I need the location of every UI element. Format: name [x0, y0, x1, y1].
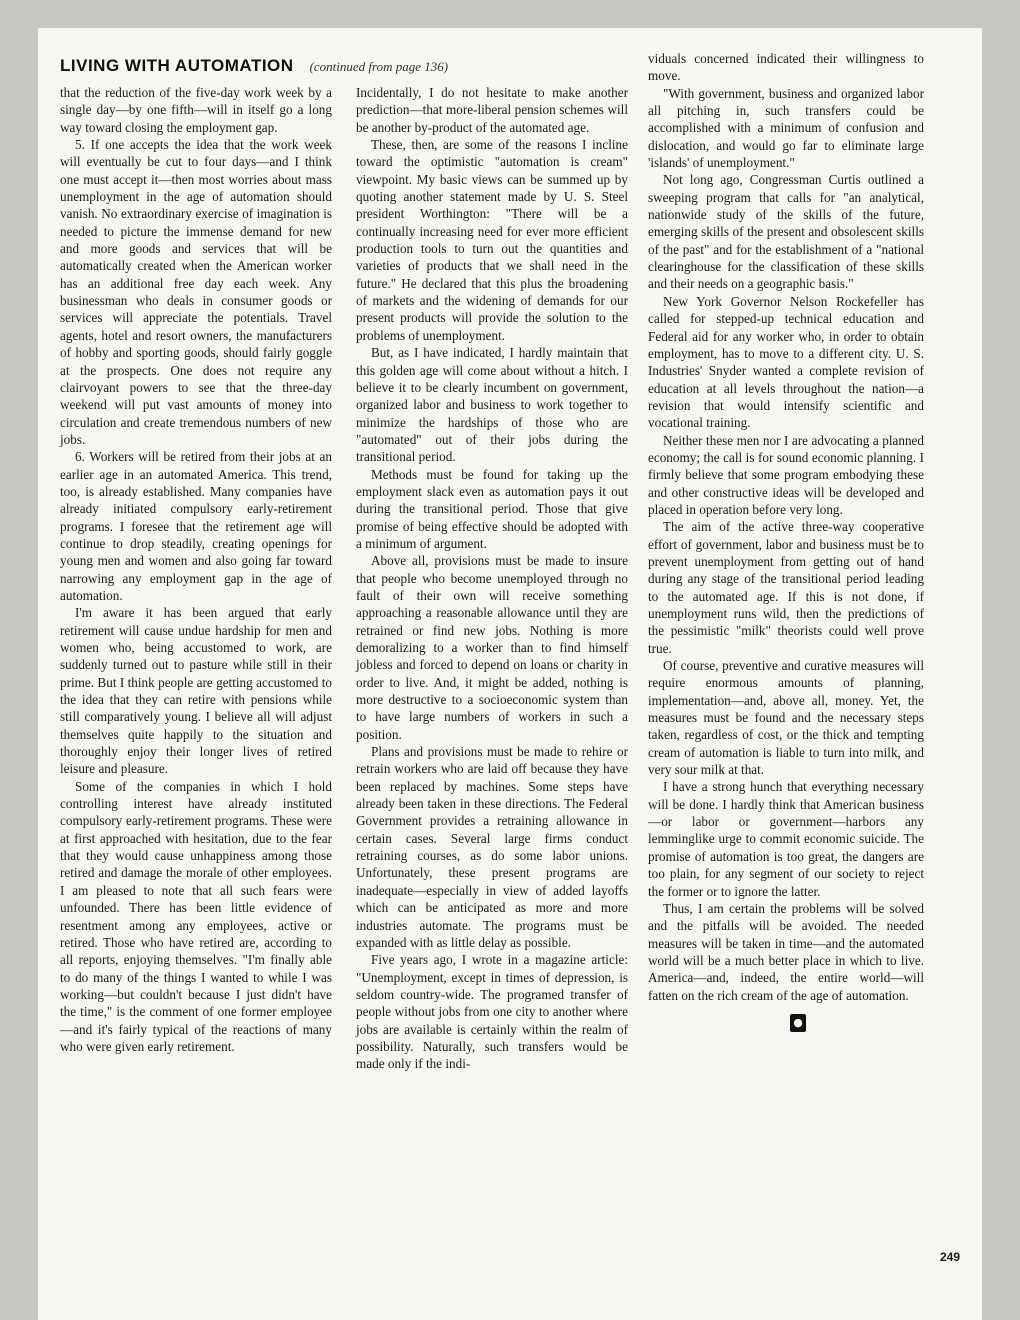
- paragraph: "With government, business and organized labor all pitching in, such transfers could be accomplished with a minimum of confusion and dislocation, and would go far to eliminate large 'islands' of unemployment.": [648, 85, 924, 171]
- paragraph: Thus, I am certain the problems will be solved and the pitfalls will be avoided. The needed measures will be taken in time—and the automated world will be a much better place in which to live. America—and, indeed, the entire world—will fatten on the rich cream of the age of automation.: [648, 900, 924, 1003]
- paragraph: Neither these men nor I are advocating a planned economy; the call is for sound economic planning. I firmly believe that some program embodying these and other constructive ideas will be developed and placed in operation before very long.: [648, 432, 924, 517]
- paragraph: I have a strong hunch that everything necessary will be done. I hardly think that American business—or labor or government—harbors any lemminglike urge to commit economic suicide. The promise of automation is too great, the dangers are too plain, for any segment of our society to reject the former or to ignore the latter.: [648, 779, 924, 899]
- rabbit-head-icon: ●: [790, 1014, 806, 1032]
- paragraph: that the reduction of the five-day work week by a single day—by one fifth—will in itself go a long way toward closing the employment gap.: [60, 85, 332, 135]
- paragraph: These, then, are some of the reasons I incline toward the optimistic "automation is cream" viewpoint. My basic views can be summed up by quoting another statement made by U. S. Steel president Worthington: "There will be a continually increasing need for ever more efficient production tools to turn out the quantities and varieties of products that we shall need in the future." He declared that this plus the broadening of markets and the widening of demands for our present products will provide the solution to the problems of unemployment.: [356, 137, 628, 343]
- page-number: 249: [940, 1250, 961, 1264]
- magazine-page: [38, 28, 982, 1320]
- paragraph: Not long ago, Congressman Curtis outlined a sweeping program that calls for "an analytical, nationwide study of the skills of the future, emerging skills of the present and obsolescent skills of the past" and for the establishment of a "national clearinghouse for the classification of these skills and their needs on a geographic basis.": [648, 172, 924, 292]
- paragraph: viduals concerned indicated their willingness to move.: [648, 51, 924, 84]
- text-column-2: [356, 84, 628, 1073]
- paragraph: 6. Workers will be retired from their jobs at an earlier age in an automated America. This trend, too, is already established. Many companies have already initiated compulsory early-retirement programs. I foresee that the retirement age will continue to drop steadily, creating openings for young men and women and also going far toward narrowing any employment gap in the age of automation.: [60, 449, 332, 603]
- paragraph: But, as I have indicated, I hardly maintain that this golden age will come about without a hitch. I believe it to be clearly incumbent on government, organized labor and business to work together to minimize the hardships of those who are "automated" out of their jobs during the transitional period.: [356, 345, 628, 465]
- paragraph: New York Governor Nelson Rockefeller has called for stepped-up technical education and Federal aid for any worker who, in order to obtain employment, has to move to a different city. U. S. Industries' Snyder wanted a complete revision of education at all levels throughout the nation—a revision that would intensify scientific and vocational training.: [648, 293, 924, 431]
- text-column-3: [648, 50, 924, 1032]
- paragraph: Methods must be found for taking up the employment slack even as automation pays it out during the transitional period. Those that give promise of being effective should be adopted with a minimum of argument.: [356, 466, 628, 551]
- paragraph: The aim of the active three-way cooperative effort of government, labor and business must be to prevent unemployment from getting out of hand during any stage of the transitional period leading to the automated age. If this is not done, if unemployment runs wild, then the predictions of the pessimistic "milk" theorists could well prove true.: [648, 519, 924, 656]
- paragraph: Five years ago, I wrote in a magazine article: "Unemployment, except in times of depression, is seldom country-wide. The programed transfer of people without jobs from one city to another where jobs are available is certainly within the realm of possibility. Naturally, such transfers would be made only if the indi-: [356, 952, 628, 1072]
- paragraph: Above all, provisions must be made to insure that people who become unemployed through no fault of their own will receive something approaching a reasonable allowance until they are retrained or find new jobs. Nothing is more demoralizing to a worker than to find himself jobless and forced to depend on loans or charity in order to live. And, it might be added, nothing is more destructive to a socioeconomic system than to have large numbers of workers in such a position.: [356, 553, 628, 742]
- paragraph: 5. If one accepts the idea that the work week will eventually be cut to four days—and I think one must accept it—then most worries about mass unemployment in the age of automation should vanish. No extraordinary exercise of imagination is needed to picture the immense demand for new and more goods and services that will be automatically created when the American worker has an additional free day each week. Any businessman who deals in consumer goods or services will appreciate the potentials. Travel agents, hotel and resort owners, the manufacturers of hobby and sporting goods, should fairly goggle at the prospects. One does not require any clairvoyant powers to see that the three-day weekend will put vast amounts of money into circulation and create tremendous numbers of new jobs.: [60, 137, 332, 447]
- paragraph: Some of the companies in which I hold controlling interest have already instituted compulsory early-retirement programs. These were at first approached with hesitation, due to the fear that they would cause unhappiness among those retired and damage the morale of other employees. I am pleased to note that all such fears were unfounded. There has been little evidence of resentment among any employees, active or retired. Those who have retired are, according to all reports, enjoying themselves. "I'm finally able to do many of the things I wanted to while I was working—but couldn't because I just didn't have the time," is the comment of one former employee—and it's fairly typical of the reactions of many who were given early retirement.: [60, 778, 332, 1054]
- article-title: LIVING WITH AUTOMATION: [60, 56, 294, 75]
- paragraph: Plans and provisions must be made to rehire or retrain workers who are laid off because they have been replaced by machines. Some steps have already been taken in these directions. The Federal Government provides a retraining allowance in certain cases. Several large firms conduct retraining courses, as do some labor unions. Unfortunately, these present programs are inadequate—especially in view of added layoffs which can be anticipated as more and more industries automate. The programs must be expanded with as little delay as possible.: [356, 744, 628, 950]
- paragraph: Of course, preventive and curative measures will require enormous amounts of planning, implementation—and, above all, money. Yet, the measures must be found and the necessary steps taken, regardless of cost, or the thick and tempting cream of automation is liable to turn into milk, and very sour milk at that.: [648, 658, 924, 778]
- paragraph: Incidentally, I do not hesitate to make another prediction—that more-liberal pension schemes will be another by-product of the automated age.: [356, 85, 628, 135]
- continued-note: (continued from page 136): [309, 59, 449, 74]
- text-column-1: [60, 84, 332, 1055]
- paragraph: I'm aware it has been argued that early retirement will cause undue hardship for men and women who, being accustomed to work, are suddenly turned out to pasture while still in their prime. But I think people are getting accustomed to the idea that they can retire with pensions while still comparatively young. I believe all will adjust themselves quite happily to the situation and thoroughly enjoy their longer lives of retired leisure and pleasure.: [60, 605, 332, 777]
- article-header: [60, 56, 448, 80]
